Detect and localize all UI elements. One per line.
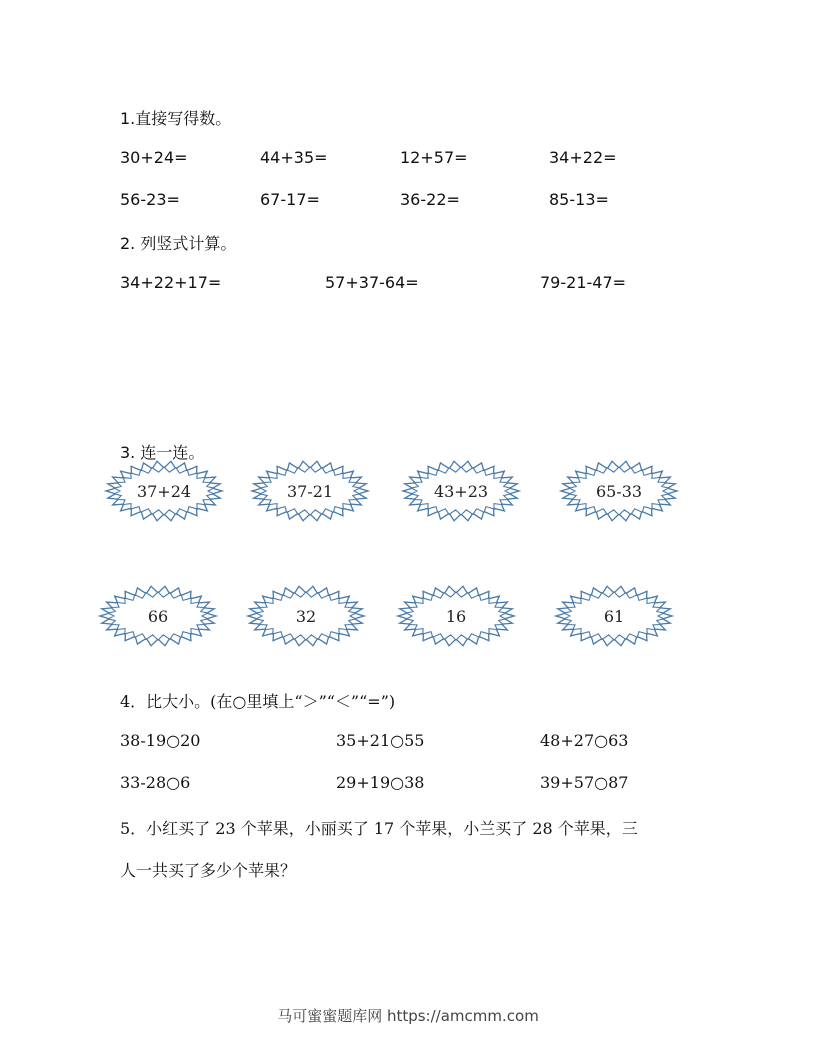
- q2-item-1: 34+22+17=: [120, 273, 222, 292]
- q1-r2-c1: 56-23=: [120, 190, 180, 209]
- q4-r1-c2: 35+21○55: [336, 731, 425, 750]
- starburst-bottom-2[interactable]: [246, 585, 366, 647]
- q2-heading: 2. 列竖式计算。: [120, 234, 237, 253]
- q4-r2-c2: 29+19○38: [336, 773, 425, 792]
- starburst-top-1[interactable]: [104, 460, 224, 522]
- q4-r2-c3: 39+57○87: [540, 773, 629, 792]
- q1-r2-c2: 67-17=: [260, 190, 320, 209]
- q1-r1-c3: 12+57=: [400, 148, 468, 167]
- starburst-bottom-1[interactable]: [98, 585, 218, 647]
- starburst-label: 43+23: [433, 481, 489, 501]
- q1-r2-c3: 36-22=: [400, 190, 460, 209]
- q4-r2-c1: 33-28○6: [120, 773, 191, 792]
- starburst-bottom-3[interactable]: [396, 585, 516, 647]
- q4-r1-c1: 38-19○20: [120, 731, 201, 750]
- q1-heading: 1.直接写得数。: [120, 109, 232, 128]
- starburst-label: 65-33: [595, 481, 643, 501]
- starburst-label: 66: [147, 606, 169, 626]
- starburst-label: 37-21: [286, 481, 334, 501]
- q4-heading: 4．比大小。(在○里填上“＞”“＜”“=”): [120, 692, 396, 711]
- q1-r1-c4: 34+22=: [549, 148, 617, 167]
- starburst-top-3[interactable]: [401, 460, 521, 522]
- q3-heading: 3. 连一连。: [120, 443, 205, 462]
- footer-watermark: 马可蜜蜜题库网 https://amcmm.com: [277, 1007, 539, 1025]
- starburst-label: 61: [603, 606, 625, 626]
- starburst-top-2[interactable]: [250, 460, 370, 522]
- starburst-label: 32: [295, 606, 317, 626]
- starburst-top-4[interactable]: [559, 460, 679, 522]
- q1-r1-c1: 30+24=: [120, 148, 188, 167]
- starburst-label: 16: [445, 606, 467, 626]
- q2-item-3: 79-21-47=: [540, 273, 627, 292]
- q5-line-2: 人一共买了多少个苹果？: [120, 861, 297, 880]
- starburst-label: 37+24: [136, 481, 192, 501]
- q1-r2-c4: 85-13=: [549, 190, 609, 209]
- q2-item-2: 57+37-64=: [325, 273, 419, 292]
- starburst-bottom-4[interactable]: [554, 585, 674, 647]
- q4-r1-c3: 48+27○63: [540, 731, 629, 750]
- q1-r1-c2: 44+35=: [260, 148, 328, 167]
- q5-line-1: 5．小红买了 23 个苹果，小丽买了 17 个苹果，小兰买了 28 个苹果，三: [120, 819, 638, 838]
